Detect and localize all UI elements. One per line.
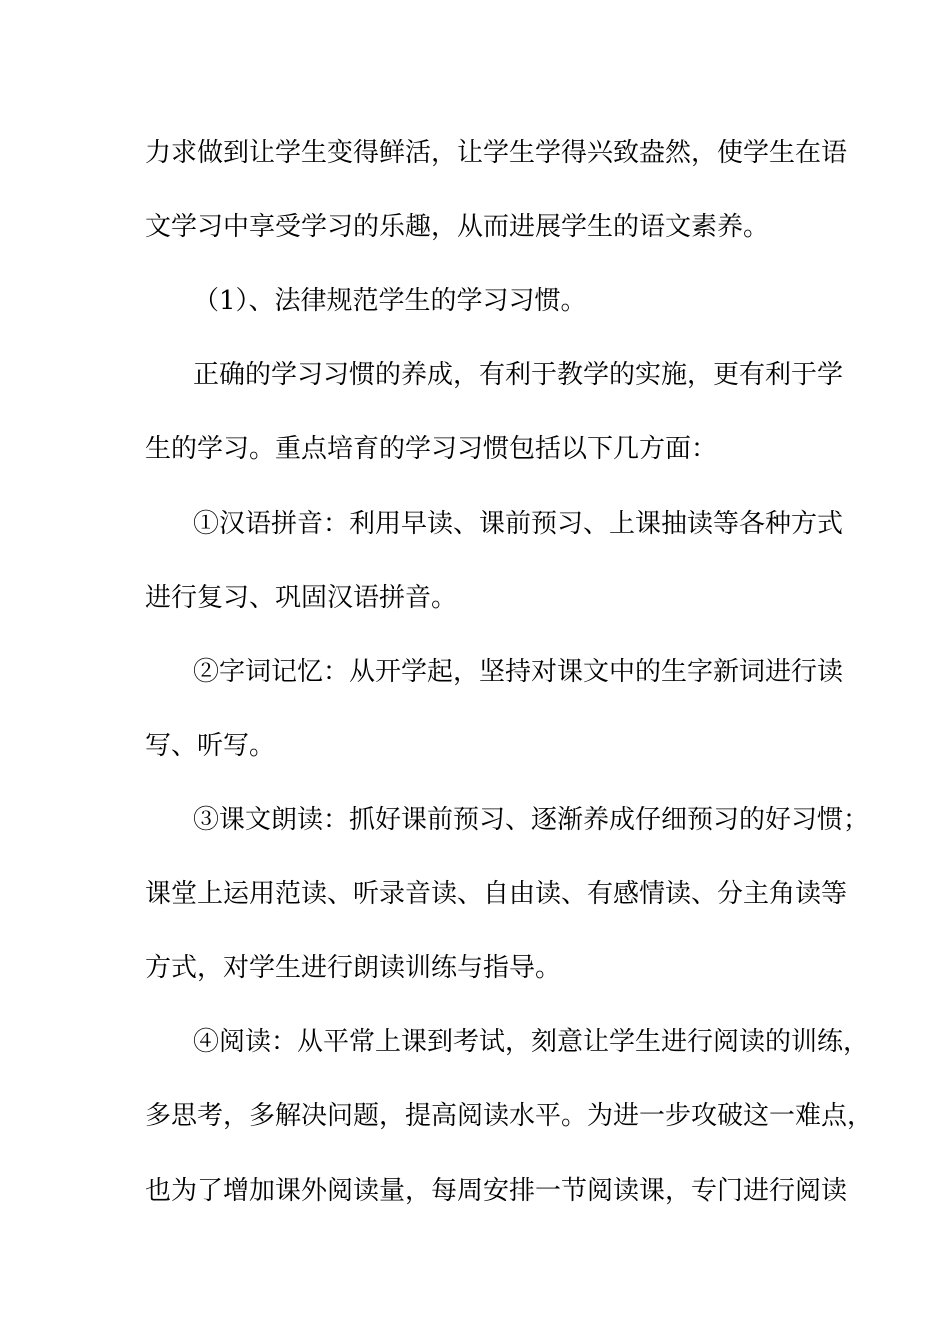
text-line: 力求做到让学生变得鲜活，让学生学得兴致盎然，使学生在语	[145, 138, 848, 168]
text-line: 多思考，多解决问题，提高阅读水平。为进一步攻破这一难点，	[145, 1101, 874, 1131]
text-line: 进行复习、巩固汉语拼音。	[145, 583, 458, 613]
text-line: 正确的学习习惯的养成，有利于教学的实施，更有利于学	[193, 360, 844, 390]
text-line: ②字词记忆：从开学起，坚持对课文中的生字新词进行读	[193, 657, 844, 687]
text-line: ①汉语拼音：利用早读、课前预习、上课抽读等各种方式	[193, 509, 844, 539]
text-line: （1）、法律规范学生的学习习惯。	[193, 286, 587, 316]
text-line: ④阅读：从平常上课到考试，刻意让学生进行阅读的训练，	[193, 1027, 870, 1057]
text-line: ③课文朗读：抓好课前预习、逐渐养成仔细预习的好习惯；	[193, 805, 870, 835]
text-line: 写、听写。	[145, 731, 276, 761]
text-line: 生的学习。重点培育的学习习惯包括以下几方面：	[145, 434, 718, 464]
text-line: 文学习中享受学习的乐趣，从而进展学生的语文素养。	[145, 212, 770, 242]
text-line: 也为了增加课外阅读量，每周安排一节阅读课，专门进行阅读	[145, 1176, 848, 1206]
text-line: 方式，对学生进行朗读训练与指导。	[145, 953, 562, 983]
text-line: 课堂上运用范读、听录音读、自由读、有感情读、分主角读等	[145, 879, 848, 909]
